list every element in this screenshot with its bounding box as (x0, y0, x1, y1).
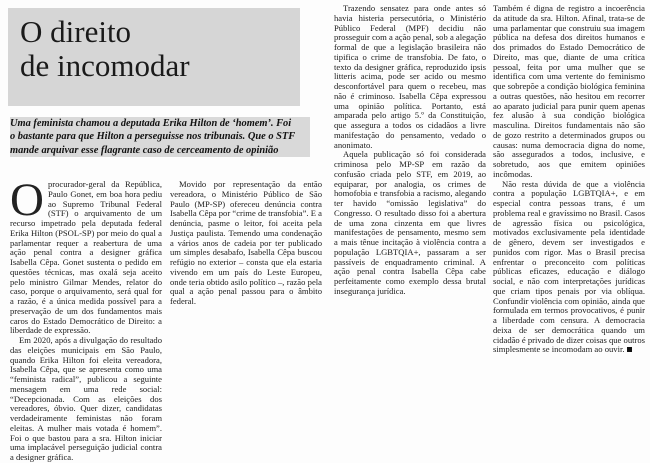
article-column-1 (10, 174, 162, 463)
deck (10, 117, 310, 157)
article-paragraph-2: Em 2020, após a divulgação do resultado das eleições municipais em São Paulo, quando Erika Hilton foi eleita vereadora, Isabella Cêpa, que se apresenta como uma “feminista radical”, publicou a seguinte mensagem em uma rede social: “Decepcionada. Com as eleições dos vereadores, óbvio. Quer dizer, candidatas verdadeiramente feministas não foram eleitas. A mulher mais votada é homem”. Foi o que bastou para a sra. Hilton iniciar uma implacável perseguição judicial contra a designer gráfica. (10, 335, 162, 462)
article-paragraph-6: Também é digna de registro a incoerência da atitude da sra. Hilton. Afinal, trata-se de uma parlamentar que construiu sua imagem pública na defesa dos direitos humanos e dos primados do Estado Democrático de Direito, mas que, diante de uma crítica pessoal, feita por uma mulher que se identifica com uma vertente do feminismo que sobrepõe a condição biológica feminina a outras questões, não hesitou em recorrer ao aparato judicial para punir quem apenas fez alusão à sua condição biológica masculina. Direitos fundamentais não são de gozo restrito a determinados grupos ou causas: numa democracia digna do nome, são assegurados a todos, inclusive, e sobretudo, aos que emitem opiniões incômodas. (493, 3, 645, 179)
end-of-article-mark (627, 347, 632, 352)
headline (8, 8, 300, 106)
article-paragraph-4: Trazendo sensatez para onde antes só havia histeria persecutória, o Ministério Público Federal (MPF) decidiu não prosseguir com a ação penal, sob a alegação formal de que a legislação brasileira não tipifica o crime de transfobia. De fato, o texto da designer gráfica, reproduzido ipsis litteris acima, pode ser acido ou mesmo desconfortável para quem o recebeu, mas não é criminoso. Isabella Cêpa expressou uma opinião política. Portanto, está amparada pelo artigo 5.º da Constituição, que assegura a todos os cidadãos a livre manifestação do pensamento, vedado o anonimato. (334, 3, 486, 150)
deck-line-1: Uma feminista chamou a deputada Erika Hilton de ‘homem’. Foi (10, 117, 310, 130)
drop-cap: O (10, 174, 44, 226)
article-paragraph-5: Aquela publicação só foi considerada criminosa pelo MP-SP em razão da confusão criada pelo STF, em 2019, ao equiparar, por analogia, os crimes de homofobia e transfobia a racismo, alegando ter havido “omissão legislativa” do Congresso. O resultado disso foi a abertura de uma zona cinzenta em que livres manifestações de pensamento, mesmo sem a mais tênue incitação à violência contra a população LGBTQIA+, passaram a ser passíveis de enquadramento criminal. A ação penal contra Isabella Cêpa cabe perfeitamente como exemplo dessa brutal insegurança jurídica. (334, 149, 486, 296)
headline-line-2: de incomodar (20, 48, 190, 83)
article-paragraph-3: Movido por representação da então vereadora, o Ministério Público de São Paulo (MP-SP) ofereceu denúncia contra Isabella Cêpa por “crime de transfobia”. E a denúncia, pasme o leitor, foi aceita pela Justiça paulista. Temendo uma condenação a vários anos de cadeia por ter publicado um simples desabafo, Isabella Cêpa buscou refúgio no exterior – consta que ela estaria vivendo em um país do Leste Europeu, onde teria obtido asilo político –, razão pela qual a ação penal passou para o âmbito federal. (170, 179, 322, 306)
article-column-3 (334, 4, 486, 297)
article-column-2 (170, 180, 322, 307)
deck-line-3: mande arquivar esse flagrante caso de cerceamento de opinião (10, 144, 310, 157)
article-paragraph-7: Não resta dúvida de que a violência contra a população LGBTQIA+, e em especial contra pessoas trans, é um problema real e gravíssimo no Brasil. Casos de agressão física ou psicológica, motivados exclusivamente pela identidade de gênero, devem ser investigados e punidos com rigor. Mas o Brasil precisa enfrentar o preconceito com políticas públicas eficazes, educação e diálogo social, e não com interpretações jurídicas que criam tipos penais por via oblíqua. Confundir violência com opinião, ainda que formulada em termos provocativos, é punir a liberdade com censura. A democracia deixa de ser democrática quando um cidadão é privado de dizer coisas que outros simplesmente se incomodam ao ouvir. (493, 178, 646, 355)
headline-line-1: O direito (20, 14, 132, 49)
deck-line-2: o bastante para que Hilton a perseguisse nos tribunais. Que o STF (10, 130, 310, 143)
article-paragraph-1: Oprocurador-geral da República, Paulo Gonet, em boa hora pediu ao Supremo Tribunal Federal (STF) o arquivamento de um recurso impetrado pela deputada federal Erika Hilton (PSOL-SP) por meio do qual a parlamentar requer a reabertura de uma ação penal contra a designer gráfica Isabella Cêpa. Gonet sustenta o pedido em questões técnicas, mas oxalá seja aceito pelo ministro Gilmar Mendes, relator do caso, porque o arquivamento, será qual for a razão, é a única medida possível para a preservação de um dos fundamentos mais caros do Estado Democrático de Direito: a liberdade de expressão. (10, 174, 162, 336)
article-column-4 (493, 4, 645, 355)
